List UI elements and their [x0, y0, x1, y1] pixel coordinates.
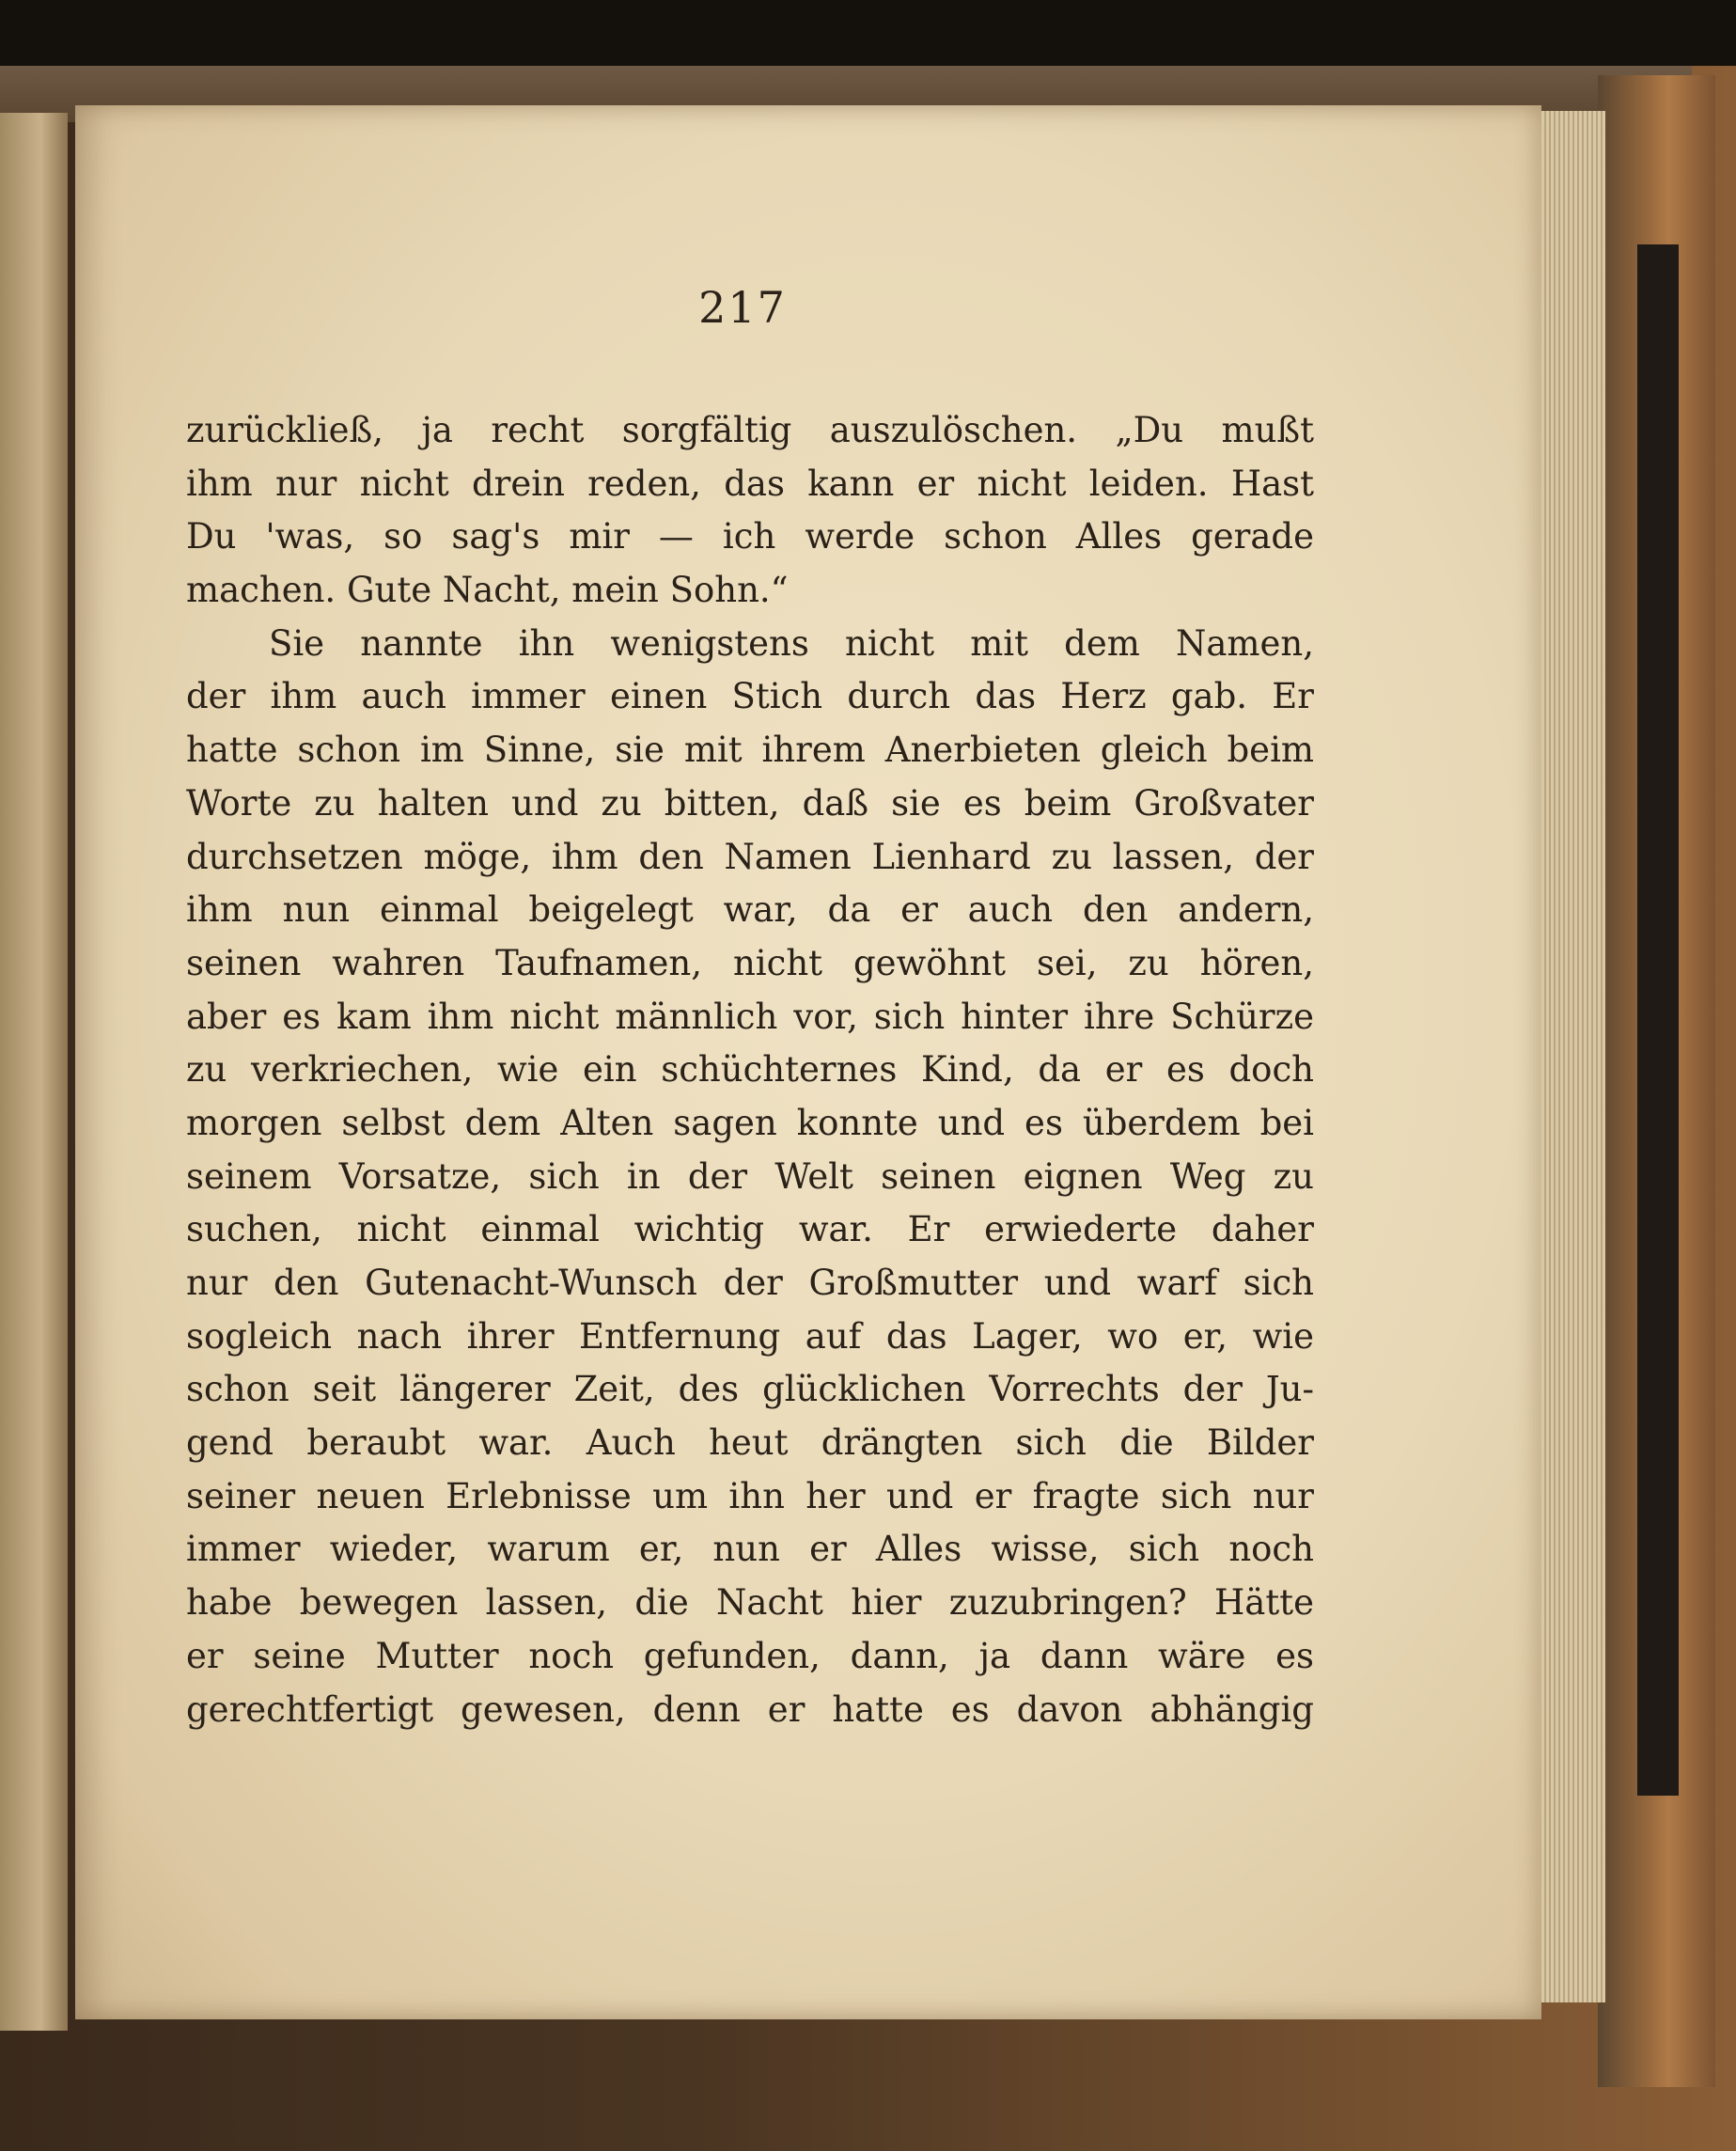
text-line: immer wieder, warum er, nun er Alles wisse, sich noch — [186, 1529, 1314, 1570]
text-line: nur den Gutenacht-Wunsch der Großmutter und warf sich — [186, 1263, 1314, 1303]
text-line: aber es kam ihm nicht männlich vor, sich hinter ihre Schürze — [186, 996, 1314, 1037]
facing-page-edge — [0, 113, 68, 2031]
text-line: gend beraubt war. Auch heut drängten sich die Bilder — [186, 1422, 1314, 1464]
text-line: Worte zu halten und zu bitten, daß sie es beim Großvater — [186, 782, 1314, 824]
text-line: der ihm auch immer einen Stich durch das Herz gab. Er — [186, 676, 1314, 717]
text-line: durchsetzen möge, ihm den Namen Lienhard zu lassen, der — [186, 836, 1314, 877]
text-line: hatte schon im Sinne, sie mit ihrem Anerbieten gleich beim — [186, 730, 1314, 771]
text-line: suchen, nicht einmal wichtig war. Er erwiederte daher — [186, 1209, 1314, 1250]
text-line: Du 'was, so sag's mir — ich werde schon Alles gerade — [186, 516, 1314, 557]
text-line: seinen wahren Taufnamen, nicht gewöhnt sei, zu hören, — [186, 942, 1314, 983]
text-line: schon seit längerer Zeit, des glücklichen Vorrechts der Ju- — [186, 1369, 1314, 1410]
text-line: zurückließ, ja recht sorgfältig auszulöschen. „Du mußt — [186, 410, 1314, 450]
text-line: er seine Mutter noch gefunden, dann, ja dann wäre es — [186, 1635, 1314, 1676]
text-line: gerechtfertigt gewesen, denn er hatte es davon abhängig — [186, 1688, 1314, 1730]
page-text — [186, 404, 1314, 1736]
paragraph-start-line: Sie nannte ihn wenigstens nicht mit dem Namen, — [269, 622, 1314, 664]
text-line: seiner neuen Erlebnisse um ihn her und er fragte sich nur — [186, 1475, 1314, 1516]
text-line: ihm nun einmal beigelegt war, da er auch den andern, — [186, 889, 1314, 931]
text-line: zu verkriechen, wie ein schüchternes Kind, da er es doch — [186, 1049, 1314, 1091]
text-line: habe bewegen lassen, die Nacht hier zuzubringen? Hätte — [186, 1582, 1314, 1624]
spine-binding-strip — [1637, 244, 1679, 1796]
text-line: machen. Gute Nacht, mein Sohn.“ — [186, 570, 789, 611]
text-line: ihm nur nicht drein reden, das kann er nicht leiden. Hast — [186, 463, 1314, 504]
text-line: sogleich nach ihrer Entfernung auf das Lager, wo er, wie — [186, 1315, 1314, 1357]
page-stack-edges — [1541, 111, 1605, 2002]
page-number: 217 — [698, 282, 787, 333]
text-line: morgen selbst dem Alten sagen konnte und es überdem bei — [186, 1102, 1314, 1143]
text-line: seinem Vorsatze, sich in der Welt seinen eignen Weg zu — [186, 1155, 1314, 1197]
